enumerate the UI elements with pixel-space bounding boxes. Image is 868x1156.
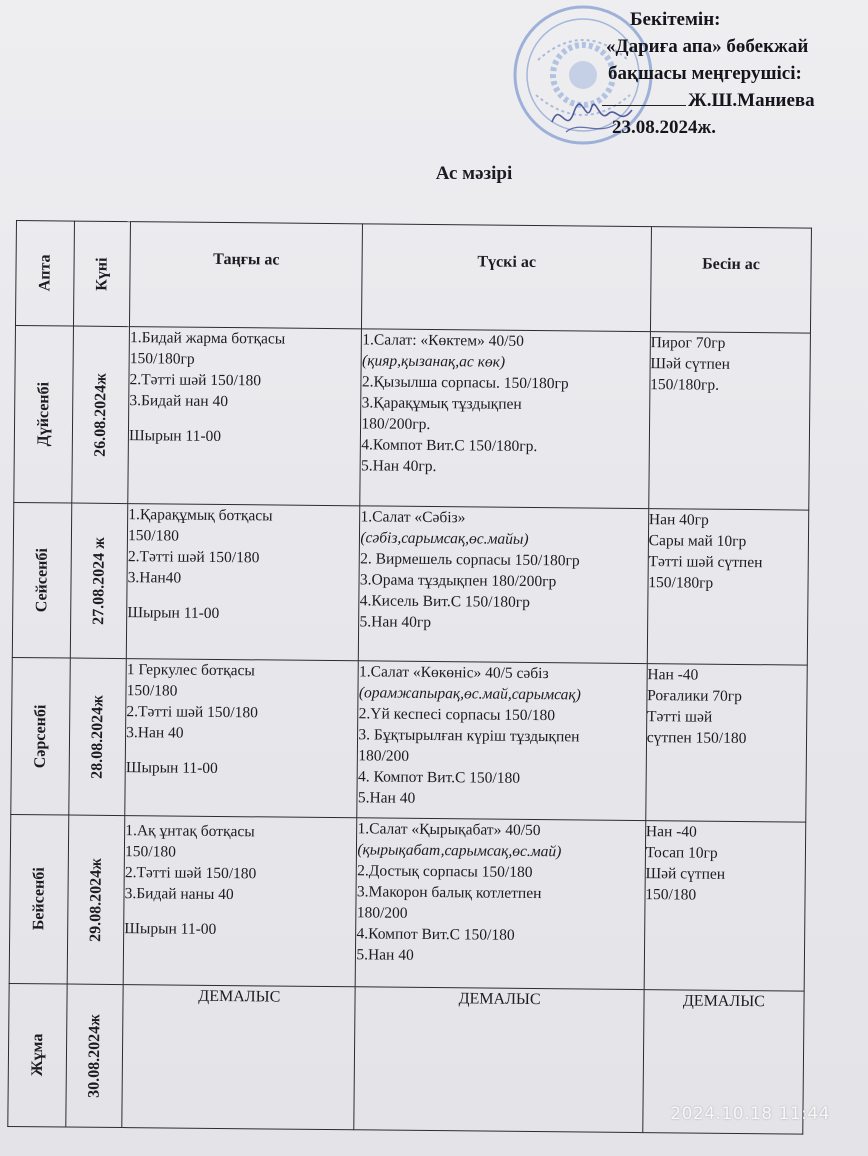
menu-line: 150/180 [645,886,697,904]
snack-cell [649,332,811,511]
page-title: Ас мәзірі [435,163,513,184]
juice-line: Шырын 11-00 [125,759,218,777]
head-position: бақшасы меңгерушісі: [608,63,802,84]
breakfast-cell [123,816,357,987]
lunch-cell [359,506,649,664]
menu-line: Роғалики 70гр [647,687,743,705]
menu-line: 150/180 [124,843,176,861]
snack-cell [646,664,808,823]
menu-line: 1.Салат «Қырықабат» 40/50 [357,820,541,840]
menu-line: 5.Нан 40гр [359,613,432,632]
weekday-label: Сәрсенбі [31,704,50,769]
header-lunch-label: Түскі ас [477,253,537,271]
table-row [11,657,807,822]
menu-line: 3.Бидай наны 40 [124,885,234,904]
menu-table [7,220,812,1135]
kindergarten-name: «Дариға апа» бөбекжай [606,36,809,57]
menu-line: (қырықабат,сарымсақ,өс.май) [357,841,562,861]
menu-line: 1.Салат «Көкөніс» 40/5 сәбіз [359,663,549,683]
menu-line: 3.Макорон балық котлетпен [356,883,542,903]
header-week-label: Апта [36,254,54,292]
breakfast-cell [128,327,362,506]
weekday-cell [9,814,69,984]
menu-line: 4.Компот Вит.С 150/180 [356,925,515,944]
menu-line: 4.Кисель Вит.С 150/180гр [359,592,530,611]
date-cell [67,815,125,985]
lunch-cell [356,818,646,990]
date-cell [66,984,123,1128]
header-breakfast [130,222,363,329]
menu-line: 3.Қарақұмық тұздықпен [361,394,522,413]
menu-line: 2.Қызылша сорпасы. 150/180гр [361,373,569,393]
menu-line: 5.Нан 40 [357,789,416,807]
menu-line: 150/180 [128,527,179,545]
date-cell [69,658,127,816]
header-day-label: Күні [93,257,111,291]
menu-line: 5.Нан 40гр. [360,457,437,476]
header-lunch [362,224,651,332]
signature-line [602,91,686,106]
date-label: 29.08.2024ж [87,857,105,942]
menu-line: 3.Нан40 [127,569,182,587]
menu-line: 1.Салат: «Көктем» 40/50 [362,331,525,350]
table-row [12,502,808,665]
menu-line: Тосап 10гр [645,844,718,862]
header-snack-label: Бесін ас [702,255,760,274]
juice-line: Шырын 11-00 [124,920,217,938]
date-cell [72,326,130,504]
menu-line: 150/180 [126,682,178,700]
table-header-row [15,221,811,334]
menu-line: 150/180гр. [650,376,720,394]
weekday-label: Бейсенбі [30,867,48,931]
date-label: 30.08.2024ж [85,1013,104,1098]
approval-label: Бекітемін: [630,9,721,30]
date-label: 28.08.2024ж [88,694,107,779]
menu-line: 5.Нан 40 [356,946,414,964]
date-cell [70,503,128,659]
date-label: 26.08.2024ж [91,372,110,457]
approval-date: 23.08.2024ж. [612,117,717,138]
menu-line: 2.Тәтті шәй 150/180 [129,371,262,390]
menu-line: 2. Вирмешель сорпасы 150/180гр [360,550,580,570]
menu-line: 1 Геркулес ботқасы [126,661,255,680]
weekday-label: Сейсенбі [33,548,51,613]
weekday-cell [11,657,71,815]
breakfast-cell [125,659,359,818]
menu-line: 3.Нан 40 [126,724,184,742]
weekday-label: Дүйсенбі [34,382,53,447]
photo-timestamp: 2024.10.18 11:44 [670,1104,830,1124]
menu-line: 3. Бұқтырылған күріш тұздықпен [358,726,580,746]
menu-line: 4.Компот Вит.С 150/180гр. [361,436,538,456]
menu-line: Тәтті шәй [646,708,713,726]
menu-line: Тәтті шәй сүтпен [648,553,763,572]
menu-line: 4. Компот Вит.С 150/180 [357,768,521,787]
menu-line: Нан 40гр [648,511,709,529]
menu-line: 1.Бидай жарма ботқасы [129,329,286,348]
table-row [14,325,811,510]
lunch-cell [357,661,647,821]
weekday-cell [12,502,72,658]
menu-line: 2.Тәтті шәй 150/180 [127,548,260,567]
juice-line: Шырын 11-00 [128,427,222,445]
snack-cell [644,821,806,992]
menu-line: (сәбіз,сарымсақ,өс.майы) [360,529,529,548]
menu-line: 180/200гр. [361,415,431,433]
menu-line: 150/180гр [648,574,714,592]
menu-line: 2.Тәтті шәй 150/180 [126,703,258,722]
menu-line: Нан -40 [645,823,697,841]
menu-line: 3.Бидай нан 40 [129,392,229,411]
rest-day-breakfast: ДЕМАЛЫС [122,985,356,1130]
menu-line: 3.Орама тұздықпен 180/200гр [359,571,557,591]
header-week [15,221,74,327]
menu-line: Сары май 10гр [648,532,747,551]
menu-line: (орамжапырақ,өс.май,сарымсақ) [358,684,581,704]
head-name: Ж.Ш.Маниева [688,90,815,111]
menu-line: 1.Ақ ұнтақ ботқасы [125,822,255,841]
weekday-cell [14,325,74,503]
menu-line: 180/200 [356,904,408,922]
menu-line: Нан -40 [647,666,699,684]
header-breakfast-label: Таңғы ас [213,250,280,269]
snack-cell [647,509,809,666]
juice-line: Шырын 11-00 [127,604,220,622]
table-row [9,814,806,991]
menu-line: 180/200 [358,747,410,765]
menu-line: 2.Тәтті шәй 150/180 [124,864,257,883]
date-label: 27.08.2024 ж [90,536,109,625]
menu-line: 150/180гр [129,350,195,368]
header-snack [650,227,811,334]
menu-line: Шәй сүтпен [645,865,726,883]
lunch-cell [360,329,650,509]
rest-day-snack: ДЕМАЛЫС [643,990,805,1135]
menu-line: 1.Қарақұмық ботқасы [128,506,273,525]
rest-day-lunch: ДЕМАЛЫС [354,987,644,1133]
menu-line: 1.Салат «Сәбіз» [360,508,466,527]
head-name-line [560,87,860,114]
breakfast-cell [126,504,360,661]
menu-line: сүтпен 150/180 [646,729,747,748]
weekday-cell [8,983,67,1127]
menu-line: 2.Үй кеспесі сорпасы 150/180 [358,705,556,725]
menu-line: 2.Достық сорпасы 150/180 [357,862,533,881]
menu-line: (қияр,қызанақ,ас көк) [361,352,506,371]
menu-line: Шәй сүтпен [650,355,731,373]
header-day [74,221,131,327]
approval-block [560,6,860,141]
weekday-label: Жұма [28,1033,47,1077]
menu-line: Пирог 70гр [650,334,726,352]
